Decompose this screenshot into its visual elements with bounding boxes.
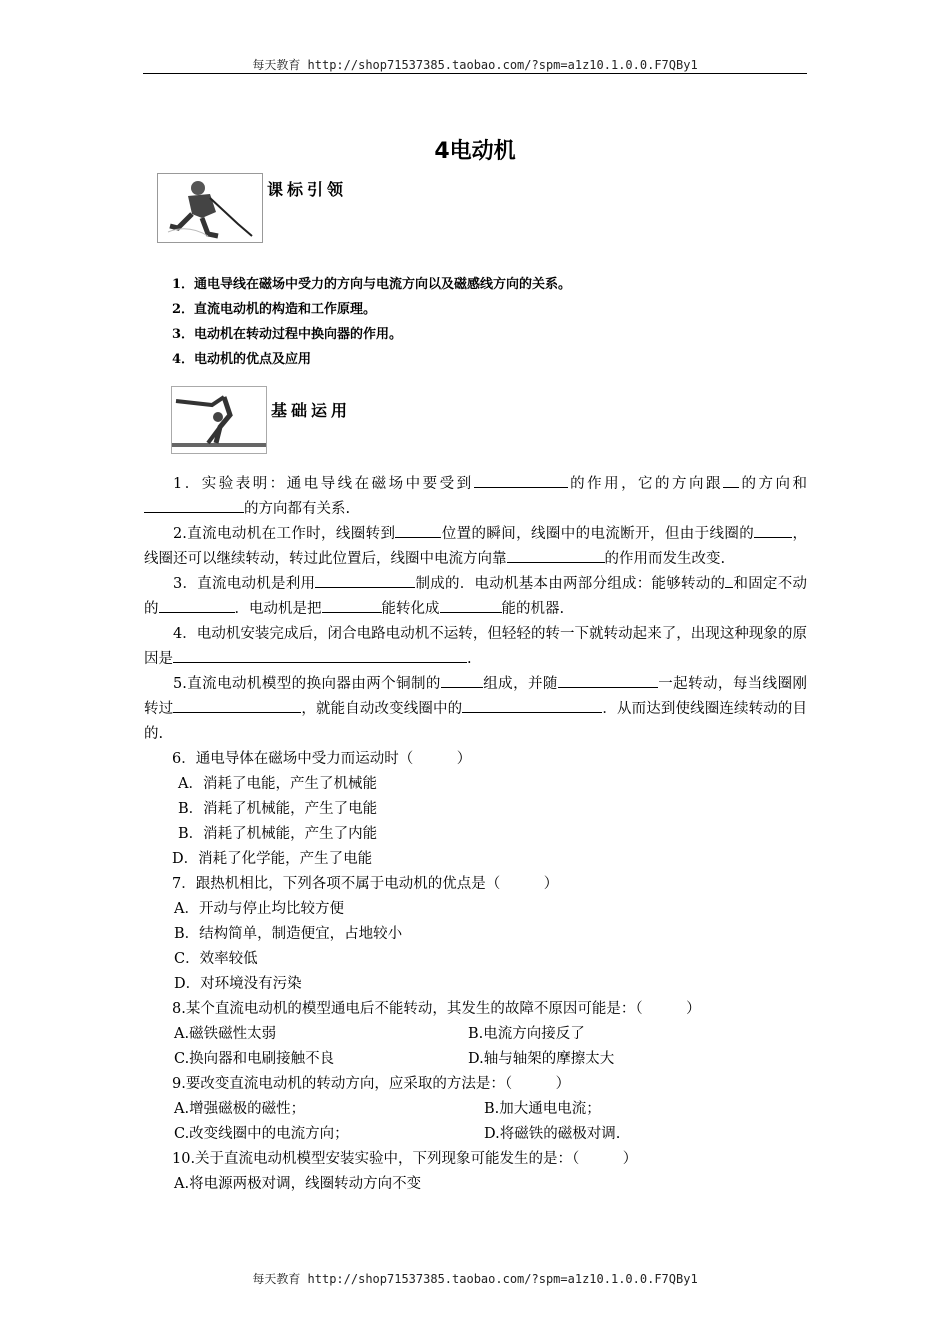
q5-blank[interactable] xyxy=(558,673,658,688)
q3-text-f: 能的机器. xyxy=(501,601,565,617)
q8-option-d[interactable]: D.轴与轴架的摩擦太大 xyxy=(468,1051,615,1067)
gymnast-image xyxy=(171,386,267,454)
q2-text-b: 位置的瞬间，线圈中的电流断开，但由于线圈的 xyxy=(441,526,755,542)
q1-text-a: 1．实验表明：通电导线在磁场中要受到 xyxy=(173,476,474,492)
q3-text-e: 能转化成 xyxy=(381,601,440,617)
q1-blank[interactable] xyxy=(144,498,244,513)
q7-option-d[interactable]: D．对环境没有污染 xyxy=(174,976,302,992)
q3-text-c: 和固定不动的 xyxy=(144,576,808,617)
page-title: 4电动机 xyxy=(434,139,516,164)
objective-item: 1．通电导线在磁场中受力的方向与电流方向以及磁感线方向的关系。 xyxy=(172,277,572,292)
question-7-stem: 7．跟热机相比，下列各项不属于电动机的优点是（ ） xyxy=(172,876,559,892)
objective-item: 3．电动机在转动过程中换向器的作用。 xyxy=(172,327,403,342)
q5-text-e: ．从而达到使线圈连续转动的目的. xyxy=(144,701,807,742)
q9-options-row xyxy=(144,1097,807,1122)
banner-basics xyxy=(171,386,351,454)
q2-text-a: 2.直流电动机在工作时，线圈转到 xyxy=(173,526,396,542)
question-10-stem: 10.关于直流电动机模型安装实验中，下列现象可能发生的是：（ ） xyxy=(172,1151,638,1167)
q4-blank[interactable] xyxy=(173,648,467,663)
q5-text-a: 5.直流电动机模型的换向器由两个铜制的 xyxy=(173,676,441,692)
q1-blank[interactable] xyxy=(723,473,739,488)
q7-option-b[interactable]: B．结构简单，制造便宜，占地较小 xyxy=(174,926,403,942)
q6-option-c[interactable]: B．消耗了机械能，产生了内能 xyxy=(178,826,378,842)
q1-blank[interactable] xyxy=(474,473,568,488)
question-8-stem: 8.某个直流电动机的模型通电后不能转动，其发生的故障不原因可能是：（ ） xyxy=(172,1001,701,1017)
q2-blank[interactable] xyxy=(395,523,441,538)
q6-option-d[interactable]: D．消耗了化学能，产生了电能 xyxy=(172,851,373,867)
hockey-player-icon xyxy=(158,174,262,242)
q2-text-c: ，线圈还可以继续转动，转过此位置后，线圈中电流方向靠 xyxy=(144,526,807,567)
question-6-stem: 6．通电导体在磁场中受力而运动时（ ） xyxy=(172,751,472,767)
q3-blank[interactable] xyxy=(322,598,382,613)
objective-item: 4．电动机的优点及应用 xyxy=(172,352,312,367)
objective-item: 2．直流电动机的构造和工作原理。 xyxy=(172,302,377,317)
q9-option-c[interactable]: C.改变线圈中的电流方向； xyxy=(174,1126,349,1142)
q5-blank[interactable] xyxy=(462,698,602,713)
q4-text-b: . xyxy=(467,651,472,667)
q9-option-a[interactable]: A.增强磁极的磁性； xyxy=(174,1101,306,1117)
q2-blank[interactable] xyxy=(754,523,792,538)
q8-option-a[interactable]: A.磁铁磁性太弱 xyxy=(174,1026,277,1042)
q7-option-a[interactable]: A．开动与停止均比较方便 xyxy=(174,901,344,917)
q2-blank[interactable] xyxy=(507,548,605,563)
q8-options-row xyxy=(144,1022,807,1047)
q5-text-b: 组成，并随 xyxy=(482,676,558,692)
question-3 xyxy=(144,572,807,622)
q2-text-d: 的作用而发生改变. xyxy=(604,551,726,567)
q4-text-a: 4．电动机安装完成后，闭合电路电动机不运转，但轻轻的转一下就转动起来了，出现这种现象的原因是 xyxy=(144,626,807,667)
q8-option-b[interactable]: B.电流方向接反了 xyxy=(468,1026,585,1042)
hockey-player-image xyxy=(157,173,263,243)
q3-text-d: ．电动机是把 xyxy=(234,601,322,617)
q9-option-b[interactable]: B.加大通电电流； xyxy=(484,1101,601,1117)
q8-options-row xyxy=(144,1047,807,1072)
question-1 xyxy=(144,472,807,522)
q3-text-a: 3．直流电动机是利用 xyxy=(173,576,316,592)
gymnast-icon xyxy=(172,387,266,453)
q1-text-b: 的作用，它的方向跟 xyxy=(567,476,724,492)
q3-blank[interactable] xyxy=(440,598,502,613)
question-9-stem: 9.要改变直流电动机的转动方向，应采取的方法是：（ ） xyxy=(172,1076,571,1092)
objectives-list xyxy=(172,272,571,372)
q3-blank[interactable] xyxy=(315,573,415,588)
q9-options-row xyxy=(144,1122,807,1147)
exercise-body xyxy=(144,472,807,1197)
q8-option-c[interactable]: C.换向器和电刷接触不良 xyxy=(174,1051,335,1067)
q1-text-d: 的方向都有关系. xyxy=(244,501,351,517)
q6-option-a[interactable]: A．消耗了电能，产生了机械能 xyxy=(178,776,377,792)
q5-blank[interactable] xyxy=(173,698,301,713)
banner-basics-label: 基础运用 xyxy=(271,401,352,420)
header-rule xyxy=(143,73,807,74)
q5-blank[interactable] xyxy=(441,673,483,688)
page-header: 每天教育 http://shop71537385.taobao.com/?spm=a1z10.1.0.0.F7QBy1 xyxy=(252,58,698,72)
q7-option-c[interactable]: C．效率较低 xyxy=(174,951,258,967)
q6-option-b[interactable]: B．消耗了机械能，产生了电能 xyxy=(178,801,378,817)
q1-text-c: 的方向和 xyxy=(739,476,808,492)
q3-blank[interactable] xyxy=(159,598,235,613)
q5-text-c: 一起转动，每当线圈刚转过 xyxy=(144,676,807,717)
q10-option-a[interactable]: A.将电源两极对调，线圈转动方向不变 xyxy=(174,1176,422,1192)
question-2 xyxy=(144,522,807,572)
q9-option-d[interactable]: D.将磁铁的磁极对调. xyxy=(484,1126,621,1142)
q3-text-b: 制成的．电动机基本由两部分组成：能够转动的 xyxy=(415,576,726,592)
q5-text-d: ，就能自动改变线圈中的 xyxy=(301,701,463,717)
question-5 xyxy=(144,672,807,747)
banner-curriculum xyxy=(157,173,347,243)
page-footer: 每天教育 http://shop71537385.taobao.com/?spm=a1z10.1.0.0.F7QBy1 xyxy=(252,1272,698,1286)
question-4 xyxy=(144,622,807,672)
banner-curriculum-label: 课标引领 xyxy=(267,180,348,199)
